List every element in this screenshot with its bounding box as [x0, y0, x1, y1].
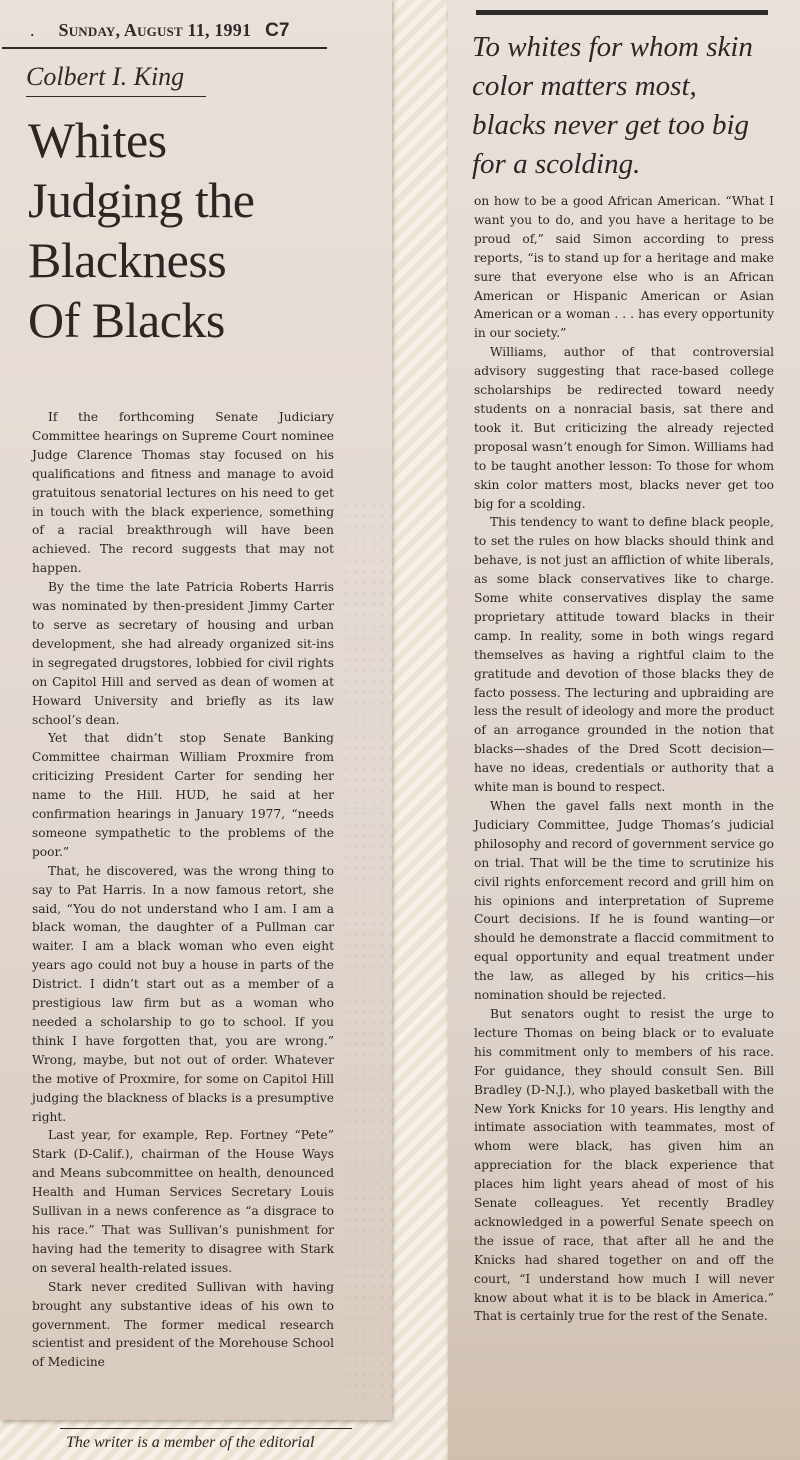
author-tagline: The writer is a member of the editorial: [66, 1434, 315, 1451]
paragraph: Williams, author of that controversial advisory suggesting that race-based college scholarships be redirected toward needy students on a nonracial basis, sat there and took it. But criticizing the already rejected proposal wasn’t enough for Simon. Williams had to be taught another lesson: To those for whom skin color matters most, blacks never get too big for a scolding.: [474, 345, 774, 511]
paragraph: Stark never credited Sullivan with having brought any substantive ideas of his own to government. The former medical research scientist and president of the Morehouse School of Medicine: [32, 1279, 334, 1370]
article-body-left: [32, 408, 334, 1372]
right-newspaper-clipping: [448, 0, 800, 1460]
pull-quote: To whites for whom skin color matters most, blacks never get too big for a scolding.: [472, 31, 753, 180]
paragraph: This tendency to want to define black people, to set the rules on how blacks should think and behave, is not just an affliction of white liberals, as some black conservatives like to charge. Some white conservatives display the same proprietary attitude toward blacks in their camp. In reality, some in both wings regard themselves as having a rightful claim to the gratitude and devotion of those blacks they de facto possess. The lecturing and upbraiding are less the result of ideology and more the product of an arrogance grounded in the notion that blacks—shades of the Dred Scott decision—have no ideas, credentials or authority that a white man is bound to respect.: [474, 515, 774, 795]
headline-line: Judging the: [28, 172, 255, 228]
dateline-rule: [2, 47, 327, 49]
paragraph: But senators ought to resist the urge to lecture Thomas on being black or to evaluate his commitment only to members of his race. For guidance, they should consult Sen. Bill Bradley (D-N.J.), who played basketball with the New York Knicks for 10 years. His lengthy and intimate association with teammates, most of whom were black, has given him an appreciation for the black experience that places him light years ahead of most of his Senate colleagues. Yet recently Bradley acknowledged in a powerful Senate speech on the issue of race, that after all he and the Knicks had shared together on and off the court, “I understand how much I will never know about what it is to be black in America.” That is certainly true for the rest of the Senate.: [474, 1006, 774, 1324]
paragraph: Last year, for example, Rep. Fortney “Pete” Stark (D-Calif.), chairman of the House Ways and Means subcommittee on health, denounced Health and Human Services Secretary Louis Sullivan in a news conference as “a disgrace to his race.” That was Sullivan’s punishment for having had the temerity to disagree with Stark on several health-related issues.: [32, 1128, 334, 1275]
headline-line: Of Blacks: [28, 292, 225, 348]
paragraph: Yet that didn’t stop Senate Banking Committee chairman William Proxmire from criticizing President Carter for sending her name to the Hill. HUD, he said at her confirmation hearings in January 1977, “needs someone sympathetic to the problems of the poor.”: [32, 731, 334, 859]
paper-texture: [342, 500, 392, 1400]
headline: [28, 110, 358, 350]
paragraph: on how to be a good African American. “What I want you to do, and you have a heritage to be proud of,” said Simon according to press reports, “is to stand up for a heritage and make sure that everyone else who is an African American or Hispanic American or Asian American or a woman . . . has every opportunity in our society.”: [474, 194, 774, 341]
tagline-rule: [60, 1428, 352, 1429]
left-newspaper-clipping: [0, 0, 392, 1420]
headline-line: Whites: [28, 112, 167, 168]
paragraph: By the time the late Patricia Roberts Harris was nominated by then-president Jimmy Carter to serve as secretary of housing and urban development, she had already organized sit-ins in segregated drugstores, lobbied for civil rights on Capitol Hill and served as dean of women at Howard University and briefly as its law school’s dean.: [32, 580, 334, 727]
headline-line: Blackness: [28, 232, 227, 288]
pull-quote-rule: [476, 10, 768, 15]
dateline-dot: .: [30, 20, 35, 40]
page-number: C7: [265, 20, 290, 41]
paragraph: That, he discovered, was the wrong thing to say to Pat Harris. In a now famous retort, she said, “You do not understand who I am. I am a black woman, the daughter of a Pullman car waiter. I am a black woman who even eight years ago could not buy a house in parts of the District. I didn’t start out as a member of a prestigious law firm but as a woman who needed a scholarship to go to school. If you think I have forgotten that, you are wrong.” Wrong, maybe, but not out of order. Whatever the motive of Proxmire, for some on Capitol Hill judging the blackness of blacks is a presumptive right.: [32, 863, 334, 1124]
publication-date: Sunday, August 11, 1991: [58, 20, 252, 40]
byline: Colbert I. King: [26, 62, 206, 97]
paragraph: When the gavel falls next month in the Judiciary Committee, Judge Thomas’s judicial philosophy and record of government service go on trial. That will be the time to scrutinize his civil rights enforcement record and grill him on his opinions and interpretation of Supreme Court decisions. If he is found wanting—or should he demonstrate a flaccid commitment to equal opportunity and equal treatment under the law, as alleged by his critics—his nomination should be rejected.: [474, 799, 774, 1003]
article-body-right: [474, 192, 774, 1326]
paragraph: If the forthcoming Senate Judiciary Committee hearings on Supreme Court nominee Judge Clarence Thomas stay focused on his qualifications and fitness and manage to avoid gratuitous senatorial lectures on his need to get in touch with the black experience, something of a racial breakthrough will have been achieved. The record suggests that may not happen.: [32, 410, 334, 576]
dateline: [30, 20, 328, 42]
